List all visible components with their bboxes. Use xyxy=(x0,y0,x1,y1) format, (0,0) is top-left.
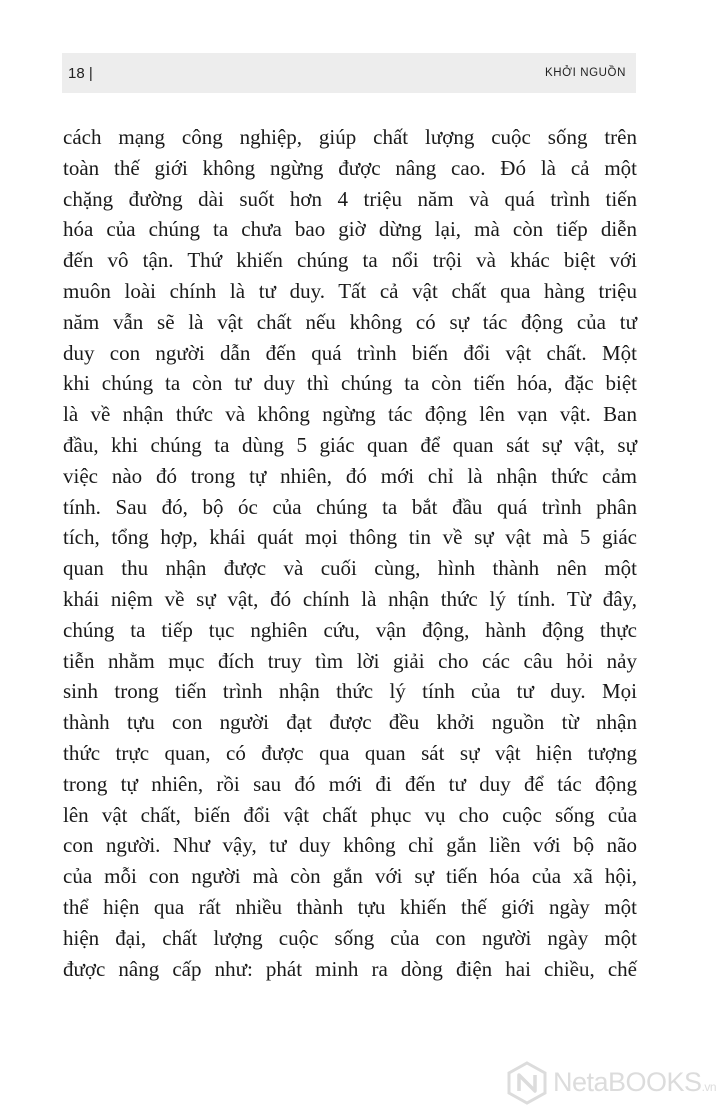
text-line: sinh trong tiến trình nhận thức lý tính của tư duy. Mọi xyxy=(63,679,637,704)
text-line: là về nhận thức và không ngừng tác động lên vạn vật. Ban xyxy=(63,402,637,427)
text-line: tích, tổng hợp, khái quát mọi thông tin về sự vật mà 5 giác xyxy=(63,525,637,550)
text-line: chúng ta tiếp tục nghiên cứu, vận động, hành động thực xyxy=(63,617,637,642)
text-line: khái niệm về sự vật, đó chính là nhận thức lý tính. Từ đây, xyxy=(63,586,637,611)
body-text xyxy=(63,122,637,984)
page-number: 18 | xyxy=(68,65,93,82)
text-line: đầu, khi chúng ta dùng 5 giác quan để quan sát sự vật, sự xyxy=(63,432,637,457)
text-line: chặng đường dài suốt hơn 4 triệu năm và quá trình tiến xyxy=(63,186,637,211)
text-line: trong tự nhiên, rồi sau đó mới đi đến tư duy để tác động xyxy=(63,771,637,796)
text-line: muôn loài chính là tư duy. Tất cả vật chất qua hàng triệu xyxy=(63,278,637,303)
text-line: đến vô tận. Thứ khiến chúng ta nổi trội và khác biệt với xyxy=(63,248,637,273)
watermark-text xyxy=(553,1067,716,1098)
text-line: duy con người dẫn đến quá trình biến đổi vật chất. Một xyxy=(63,340,637,365)
text-line: cách mạng công nghiệp, giúp chất lượng cuộc sống trên xyxy=(63,125,637,149)
watermark xyxy=(505,1057,716,1107)
text-line: hóa của chúng ta chưa bao giờ dừng lại, mà còn tiếp diễn xyxy=(63,217,637,242)
text-line: năm vẫn sẽ là vật chất nếu không có sự tác động của tư xyxy=(63,309,637,334)
text-line: quan thu nhận được và cuối cùng, hình thành nên một xyxy=(63,556,637,581)
page-header xyxy=(62,53,636,93)
text-line: hiện đại, chất lượng cuộc sống của con người ngày một xyxy=(63,925,637,950)
text-line: tiễn nhằm mục đích truy tìm lời giải cho các câu hỏi nảy xyxy=(63,648,637,673)
text-line: khi chúng ta còn tư duy thì chúng ta còn tiến hóa, đặc biệt xyxy=(63,371,637,396)
text-line: thành tựu con người đạt được đều khởi nguồn từ nhận xyxy=(63,710,637,735)
watermark-brand: NetaBOOKS xyxy=(553,1067,702,1097)
text-line: tính. Sau đó, bộ óc của chúng ta bắt đầu quá trình phân xyxy=(63,494,637,519)
text-line: toàn thế giới không ngừng được nâng cao. Đó là cả một xyxy=(63,155,637,180)
text-line: việc nào đó trong tự nhiên, đó mới chỉ là nhận thức cảm xyxy=(63,463,637,488)
text-line: thể hiện qua rất nhiều thành tựu khiến thế giới ngày một xyxy=(63,894,637,919)
chapter-title: KHỞI NGUỒN xyxy=(544,67,626,79)
text-line: của mỗi con người mà còn gắn với sự tiến hóa của xã hội, xyxy=(63,864,637,889)
text-line: được nâng cấp như: phát minh ra dòng điện hai chiều, chế xyxy=(63,956,637,981)
watermark-suffix: .vn xyxy=(701,1080,716,1094)
text-line: lên vật chất, biến đổi vật chất phục vụ cho cuộc sống của xyxy=(63,802,637,827)
text-line: thức trực quan, có được qua quan sát sự vật hiện tượng xyxy=(63,740,637,765)
neta-logo-icon xyxy=(505,1061,549,1105)
text-line: con người. Như vậy, tư duy không chỉ gắn liền với bộ não xyxy=(63,833,637,858)
